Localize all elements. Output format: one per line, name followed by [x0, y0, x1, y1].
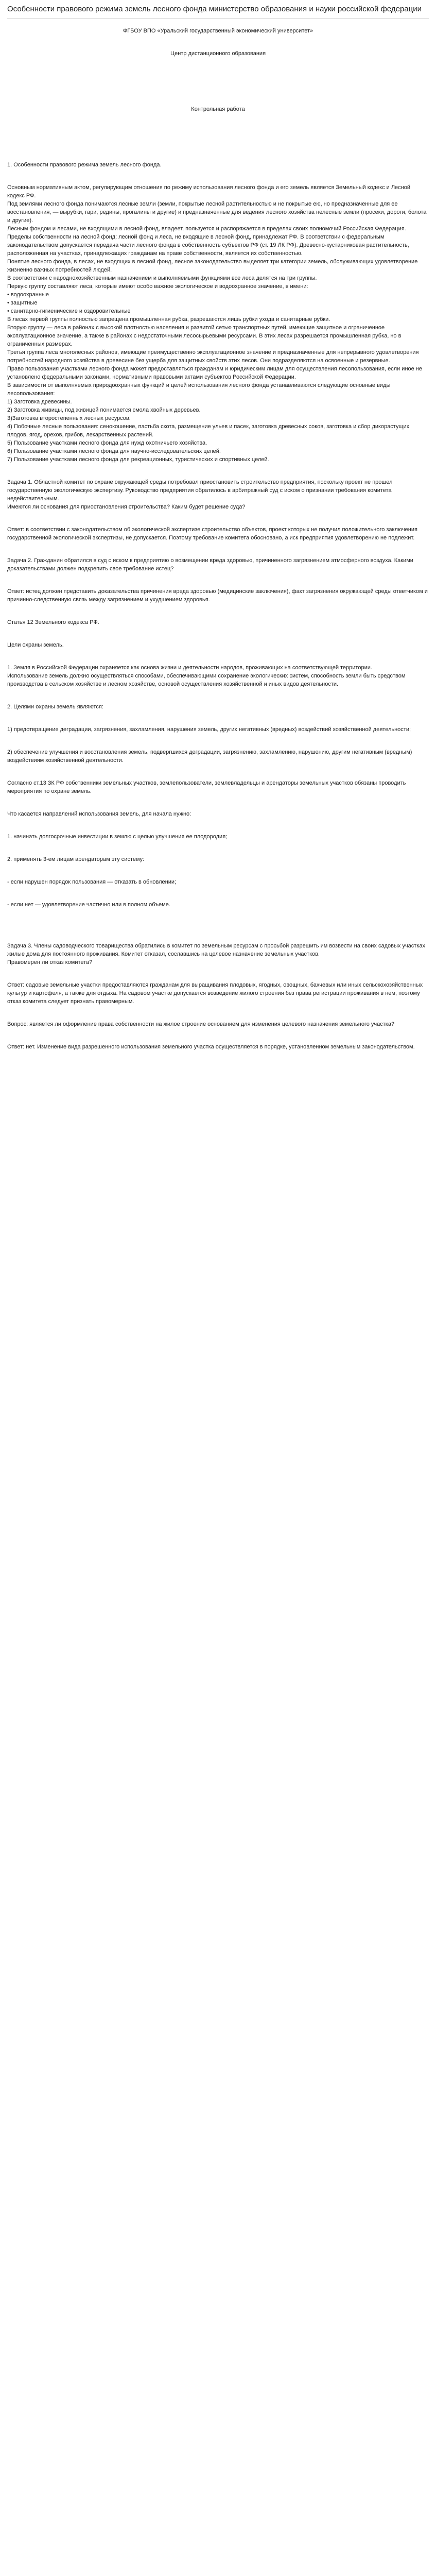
paragraph-spacer	[7, 573, 429, 587]
paragraph-spacer	[7, 765, 429, 779]
document-paragraph: Цели охраны земель.	[7, 642, 64, 648]
document-paragraph: Контрольная работа	[191, 106, 245, 112]
paragraph-spacer	[7, 734, 429, 748]
document-paragraph: Понятие лесного фонда, в лесах, не входящих в лесной фонд, лесное законодательство выделяет три категории земель, обслуживающих удовлетворение жизненно важных потребностей людей.	[7, 259, 418, 273]
paragraph-spacer	[7, 604, 429, 618]
paragraph-spacer	[7, 58, 429, 91]
paragraph-spacer	[7, 1006, 429, 1020]
document-body	[7, 27, 429, 1051]
document-paragraph: 2. применять 3-ем лицам арендаторам эту систему:	[7, 856, 145, 862]
paragraph-spacer	[7, 146, 429, 161]
document-paragraph: Под землями лесного фонда понимаются лесные земли (земли, покрытые лесной растительностью и не покрытые ею, но предназначенные для ее восстановления, — вырубки, гари, редины, прогалины и другие) и предназначенные для ведения лесного хозяйства нелесные земли (просеки, дороги, болота и другие).	[7, 201, 427, 224]
document-paragraph: 7) Пользование участками лесного фонда для рекреационных, туристических и спортивных целей.	[7, 456, 269, 463]
document-paragraph: Задача 2. Гражданин обратился в суд с иском к предприятию о возмещении вреда здоровью, причиненного загрязнением атмосферного воздуха. Какими доказательствами должен подкрепить свое требование истец?	[7, 557, 413, 572]
paragraph-spacer	[7, 818, 429, 833]
document-paragraph: 5) Пользование участками лесного фонда для нужд охотничьего хозяйства.	[7, 440, 207, 446]
document-paragraph: Пределы собственности на лесной фонд: лесной фонд и леса, не входящие в лесной фонд, принадлежат РФ. В соответствии с федеральным законодательством допускается передача части лесного фонда в собственность субъектов РФ (ст. 19 ЛК РФ). Древесно-кустарниковая растительность, расположенная на участках, принадлежащих гражданам на праве собственности, является их собственностью.	[7, 234, 409, 257]
document-paragraph: Ответ: в соответствии с законодательством об экологической экспертизе строительство объектов, проект которых не получил положительного заключения государственной экологической экспертизы, не допускается. Поэтому требование комитета обосновано, а иск предприятия удовлетворению не подлежит.	[7, 527, 417, 541]
document-paragraph: Право пользования участками лесного фонда может предоставляться гражданам и юридическим лицам для осуществления лесопользования, если иное не установлено федеральными законами, нормативными правовыми актами субъектов Российской Федерации.	[7, 366, 423, 380]
paragraph-spacer	[7, 91, 429, 105]
paragraph-spacer	[7, 886, 429, 901]
document-paragraph: 1. Особенности правового режима земель лесного фонда.	[7, 162, 162, 168]
title-divider	[7, 18, 429, 19]
document-paragraph: Правомерен ли отказ комитета?	[7, 959, 93, 965]
document-paragraph: В соответствии с народнохозяйственным назначением и выполняемыми функциями все леса делятся на три группы.	[7, 275, 317, 281]
document-paragraph: Задача 3. Члены садоводческого товарищества обратились в комитет по земельным ресурсам с просьбой разрешить им возвести на своих садовых участках жилые дома для постоянного проживания. Комитет отказал, сославшись на целевое назначение земельных участков.	[7, 943, 425, 957]
document-paragraph: 1. Земля в Российской Федерации охраняется как основа жизни и деятельности народов, проживающих на соответствующей территории.	[7, 665, 372, 671]
document-paragraph: • защитные	[7, 300, 38, 306]
document-paragraph: 1. начинать долгосрочные инвестиции в землю с целью улучшения ее плодородия;	[7, 834, 228, 840]
document-paragraph: Согласно ст.13 ЗК РФ собственники земельных участков, землепользователи, землевладельцы и арендаторы земельных участков обязаны проводить мероприятия по охране земель.	[7, 780, 406, 794]
document-paragraph: Использование земель должно осуществляться способами, обеспечивающими сохранение экологических систем, способность земли быть средством производства в сельском хозяйстве и лесном хозяйстве, основой осуществления хозяйственной и иных видов деятельности.	[7, 673, 406, 687]
document-paragraph: Вопрос: является ли оформление права собственности на жилое строение основанием для изменения целевого назначения земельного участка?	[7, 1021, 395, 1027]
document-paragraph: 2) обеспечение улучшения и восстановления земель, подвергшихся деградации, загрязнению, захламлению, нарушению, другим негативным (вредным) воздействиям хозяйственной деятельности.	[7, 749, 412, 764]
paragraph-spacer	[7, 649, 429, 664]
paragraph-spacer	[7, 113, 429, 146]
paragraph-spacer	[7, 511, 429, 526]
document-paragraph: 2) Заготовка живицы, под живицей понимается смола хвойных деревьев.	[7, 407, 201, 413]
paragraph-spacer	[7, 967, 429, 981]
paragraph-spacer	[7, 841, 429, 855]
document-paragraph: - если нет — удовлетворение частично или в полном объеме.	[7, 902, 170, 908]
document-paragraph: Задача 1. Областной комитет по охране окружающей среды потребовал приостановить строительство предприятия, поскольку проект не прошел государственную экологическую экспертизу. Руководство предприятия обратилось в арбитражный суд с иском о признании требования комитета недействительным.	[7, 479, 393, 502]
document-paragraph: 4) Побочные лесные пользования: сенокошение, пастьба скота, размещение ульев и пасек, заготовка древесных соков, заготовка и сбор дикорастущих плодов, ягод, орехов, грибов, лекарственных растений.	[7, 423, 410, 438]
document-paragraph: Центр дистанционного образования	[170, 50, 266, 57]
document-paragraph: Третья группа леса многолесных районов, имеющие преимущественно эксплуатационное значение и предназначенные для непрерывного удовлетворения потребностей народного хозяйства в древесине без ущерба для защитных свойств этих лесов. Они подразделяются на освоенные и резервные.	[7, 349, 419, 364]
document-title: Особенности правового режима земель лесного фонда министерство образования и науки российской федерации	[7, 5, 422, 13]
document-paragraph: • санитарно-гигиенические и оздоровительные	[7, 308, 131, 314]
document-paragraph: Основным нормативным актом, регулирующим отношения по режиму использования лесного фонда и его земель является Земельный кодекс и Лесной кодекс РФ.	[7, 184, 411, 199]
document-paragraph: В лесах первой группы полностью запрещена промышленная рубка, разрешаются лишь рубки ухода и санитарные рубки.	[7, 316, 330, 323]
paragraph-spacer	[7, 626, 429, 641]
paragraph-spacer	[7, 35, 429, 49]
document-paragraph: • водоохранные	[7, 292, 49, 298]
paragraph-spacer	[7, 464, 429, 478]
document-paragraph: Ответ: садовые земельные участки предоставляются гражданам для выращивания плодовых, ягодных, овощных, бахчевых или иных сельскохозяйственных культур и картофеля, а также для отдыха. На садовом участке допускается возведение жилого строения без права регистрации проживания в нем, поэтому отказ комитета следует признать правомерным.	[7, 982, 423, 1005]
document-paragraph: 1) Заготовка древесины.	[7, 399, 72, 405]
document-paragraph: 2. Целями охраны земель являются:	[7, 704, 103, 710]
document-paragraph: 1) предотвращение деградации, загрязнения, захламления, нарушения земель, других негативных (вредных) воздействий хозяйственной деятельности;	[7, 726, 411, 733]
document-paragraph: 6) Пользование участками лесного фонда для научно-исследовательских целей.	[7, 448, 221, 454]
document-paragraph: В зависимости от выполняемых природоохранных функций и целей использования лесного фонда устанавливаются следующие основные виды лесопользования:	[7, 382, 391, 397]
document-paragraph: Первую группу составляют леса, которые имеют особо важное экологическое и водоохранное значение, в имени:	[7, 283, 308, 290]
paragraph-spacer	[7, 909, 429, 942]
document-paragraph: - если нарушен порядок пользования — отказать в обновлении;	[7, 879, 177, 885]
document-paragraph: Ответ: нет. Изменение вида разрешенного использования земельного участка осуществляется в порядке, установленном земельным законодательством.	[7, 1044, 415, 1050]
document-paragraph: Ответ: истец должен представить доказательства причинения вреда здоровью (медицинские заключения), факт загрязнения окружающей среды ответчиком и причинно-следственную связь между загрязнением и ухудшением здоровья.	[7, 588, 428, 603]
document-paragraph: Лесным фондом и лесами, не входящими в лесной фонд, владеет, пользуется и распоряжается в пределах своих полномочий Российская Федерация.	[7, 226, 406, 232]
document-paragraph: ФГБОУ ВПО «Уральский государственный экономический университет»	[123, 28, 313, 34]
paragraph-spacer	[7, 688, 429, 703]
document-paragraph: Вторую группу — леса в районах с высокой плотностью населения и развитой сетью транспортных путей, имеющие защитное и ограниченное эксплуатационное значение, а также в районах с недостаточными лесосырьевыми ресурсами. В этих лесах разрешается промышленная рубка, но в ограниченных размерах.	[7, 325, 402, 347]
paragraph-spacer	[7, 795, 429, 810]
paragraph-spacer	[7, 169, 429, 183]
document-paragraph: 3)Заготовка второстепенных лесных ресурсов.	[7, 415, 131, 421]
paragraph-spacer	[7, 1028, 429, 1043]
document-paragraph: Что касается направлений использования земель, для начала нужно:	[7, 811, 191, 817]
document-paragraph: Статья 12 Земельного кодекса РФ.	[7, 619, 99, 625]
paragraph-spacer	[7, 542, 429, 556]
paragraph-spacer	[7, 711, 429, 725]
paragraph-spacer	[7, 863, 429, 878]
document-paragraph: Имеются ли основания для приостановления строительства? Каким будет решение суда?	[7, 504, 246, 510]
document-page	[0, 0, 436, 1072]
